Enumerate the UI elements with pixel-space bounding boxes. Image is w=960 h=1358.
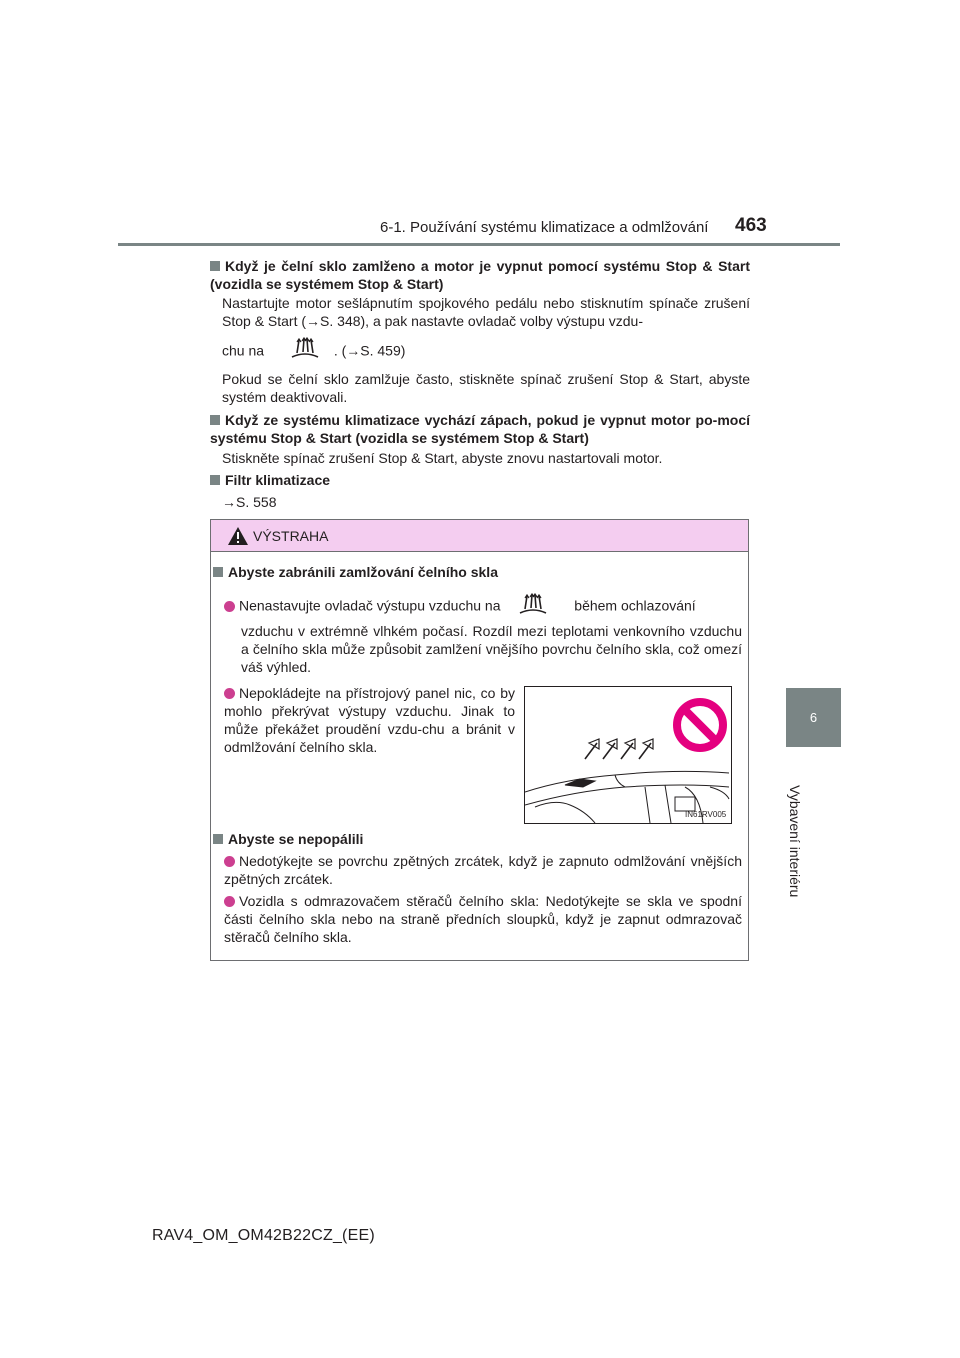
- page-number: 463: [735, 215, 767, 236]
- square-bullet-icon: [213, 567, 223, 577]
- section-3-heading: Filtr klimatizace: [210, 471, 750, 489]
- header-rule: [118, 243, 840, 246]
- defroster-icon: [518, 593, 548, 621]
- chapter-label: Vybavení interiéru: [787, 785, 803, 898]
- warning-bullet-3: Nedotýkejte se povrchu zpětných zrcátek, když je zapnuto odmlžování vnějších zpětných zrcátek.: [224, 853, 742, 887]
- warning-box: [210, 519, 749, 961]
- section-2-heading: Když ze systému klimatizace vychází zápach, pokud je vypnut motor po-mocí systému Stop & Start (vozidla se systémem Stop & Start): [210, 412, 750, 446]
- section-1-heading: Když je čelní sklo zamlženo a motor je vypnut pomocí systému Stop & Start (vozidla se systémem Stop & Start): [210, 258, 750, 292]
- warning-triangle-icon: [227, 526, 249, 551]
- prohibition-icon: [672, 697, 728, 758]
- warning-group-2-heading: Abyste se nepopálili: [213, 830, 743, 848]
- warning-bullet-4: Vozidla s odmrazovačem stěračů čelního skla: Nedotýkejte se skla ve spodní části čelního skla nebo na straně předních sloupků, když je zapnut odmrazovač stěračů čelního skla.: [224, 893, 742, 945]
- round-bullet-icon: [224, 601, 235, 612]
- illustration-code: IN61RV005: [685, 810, 727, 819]
- dashboard-illustration: [524, 686, 732, 824]
- warning-bullet-1-line-1: Nenastavujte ovladač výstupu vzduchu na během ochlazování: [224, 593, 742, 621]
- section-3-para: →S. 558: [222, 494, 277, 510]
- round-bullet-icon: [224, 896, 235, 907]
- warning-header: [211, 520, 748, 552]
- section-2-para: Stiskněte spínač zrušení Stop & Start, abyste znovu nastartovali motor.: [222, 450, 663, 466]
- defroster-icon: [290, 337, 320, 367]
- warning-group-1-heading: Abyste zabránili zamlžování čelního skla: [213, 563, 743, 581]
- running-header-section-title: 6-1. Používání systému klimatizace a odmlžování: [380, 219, 709, 236]
- square-bullet-icon: [210, 475, 220, 485]
- warning-title: VÝSTRAHA: [253, 528, 329, 544]
- square-bullet-icon: [210, 261, 220, 271]
- square-bullet-icon: [210, 415, 220, 425]
- document-code: RAV4_OM_OM42B22CZ_(EE): [152, 1227, 375, 1244]
- section-1-para-1: Nastartujte motor sešlápnutím spojkového pedálu nebo stisknutím spínače zrušení Stop & Start (→S. 348), a pak nastavte ovladač volby výstupu vzdu-: [222, 295, 750, 329]
- warning-bullet-2: Nepokládejte na přístrojový panel nic, co by mohlo překrývat výstupy vzduchu. Jinak to může překážet proudění vzdu-chu a bránit v odmlžování čelního skla.: [224, 685, 515, 755]
- warning-bullet-1-rest: vzduchu v extrémně vlhkém počasí. Rozdíl mezi teplotami venkovního vzduchu a čelního skla může způsobit zamlžení vnějšího povrchu čelního skla, což omezí váš výhled.: [241, 623, 742, 675]
- round-bullet-icon: [224, 688, 235, 699]
- section-1-para-1-icon-line: chu na . (→S. 459): [222, 337, 750, 367]
- chapter-tab: [786, 688, 841, 747]
- chapter-number: 6: [809, 710, 818, 725]
- square-bullet-icon: [213, 834, 223, 844]
- section-1-para-2: Pokud se čelní sklo zamlžuje často, stiskněte spínač zrušení Stop & Start, abyste systém deaktivovali.: [222, 371, 750, 405]
- round-bullet-icon: [224, 856, 235, 867]
